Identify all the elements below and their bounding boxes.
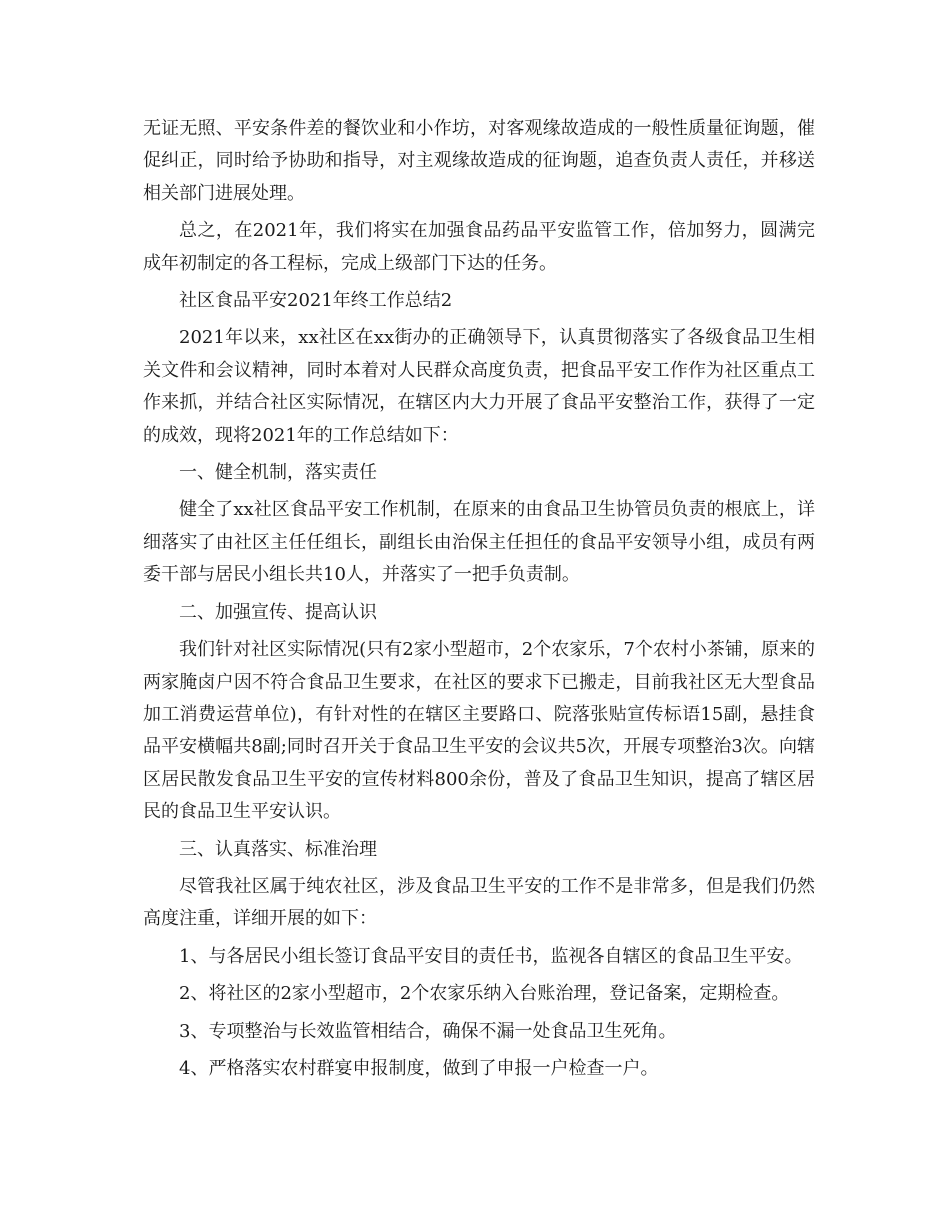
paragraph-mechanism: 健全了xx社区食品平安工作机制，在原来的由食品卫生协管员负责的根底上，详细落实了由社区主任任组长，副组长由治保主任担任的食品平安领导小组，成员有两委干部与居民小组长共10人，并落实了一把手负责制。 (143, 499, 815, 586)
list-item-4: 4、严格落实农村群宴申报制度，做到了申报一户检查一户。 (179, 1057, 659, 1079)
paragraph-implementation: 尽管我社区属于纯农社区，涉及食品卫生平安的工作不是非常多，但是我们仍然高度注重，详细开展的如下： (143, 875, 815, 930)
list-item-3: 3、专项整治与长效监管相结合，确保不漏一处食品卫生死角。 (179, 1020, 677, 1042)
heading-3: 三、认真落实、标准治理 (179, 838, 377, 860)
list-item-2: 2、将社区的2家小型超市，2个农家乐纳入台账治理，登记备案，定期检查。 (179, 983, 790, 1005)
section-title: 社区食品平安2021年终工作总结2 (179, 290, 453, 312)
heading-2: 二、加强宣传、提高认识 (179, 601, 377, 623)
paragraph-continuation: 无证无照、平安条件差的餐饮业和小作坊，对客观缘故造成的一般性质量征询题，催促纠正，同时给予协助和指导，对主观缘故造成的征询题，追查负责人责任，并移送相关部门进展处理。 (143, 118, 815, 204)
document-body (143, 113, 815, 1090)
paragraph-intro: 2021年以来，xx社区在xx街办的正确领导下，认真贯彻落实了各级食品卫生相关文件和会议精神，同时本着对人民群众高度负责，把食品平安工作作为社区重点工作来抓，并结合社区实际情况，在辖区内大力开展了食品平安整治工作，获得了一定的成效，现将2021年的工作总结如下： (143, 327, 815, 446)
paragraph-publicity: 我们针对社区实际情况(只有2家小型超市，2个农家乐，7个农村小茶铺，原来的两家腌卤户因不符合食品卫生要求，在社区的要求下已搬走，目前我社区无大型食品加工消费运营单位)，有针对性的在辖区主要路口、院落张贴宣传标语15副，悬挂食品平安横幅共8副;同时召开关于食品卫生平安的会议共5次，开展专项整治3次。向辖区居民散发食品卫生平安的宣传材料800余份，普及了食品卫生知识，提高了辖区居民的食品卫生平安认识。 (143, 639, 815, 823)
paragraph-conclusion: 总之，在2021年，我们将实在加强食品药品平安监管工作，倍加努力，圆满完成年初制定的各工程标，完成上级部门下达的任务。 (143, 220, 815, 274)
list-item-1: 1、与各居民小组长签订食品平安目的责任书，监视各自辖区的食品卫生平安。 (179, 945, 803, 967)
heading-1: 一、健全机制，落实责任 (179, 462, 377, 484)
